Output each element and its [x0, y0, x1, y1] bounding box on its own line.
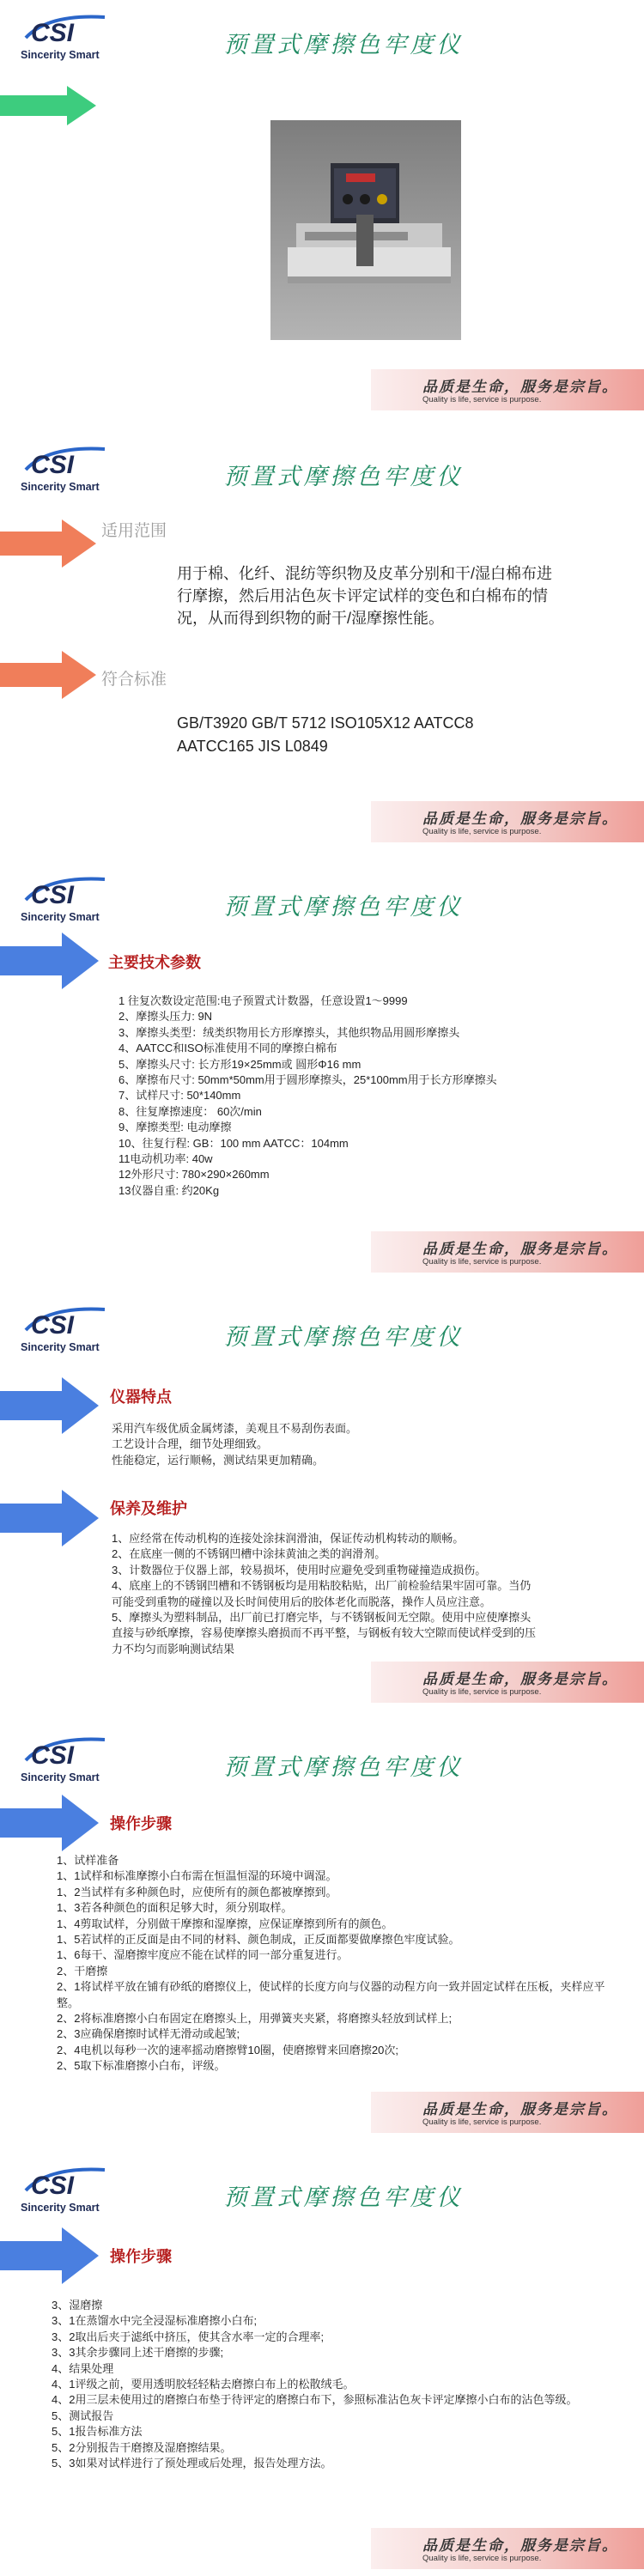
list-item: 10、往复行程: GB：100 mm AATCC：104mm: [118, 1136, 349, 1150]
slide-scope-standards: [0, 432, 644, 849]
list-item: 3、3其余步骤同上述干磨擦的步骤;: [52, 2346, 224, 2360]
list-item: 4、底座上的不锈钢凹槽和不锈钢板均是用粘胶粘贴，出厂前检验结果牢固可靠。当仍可能受到重物的碰撞以及长时间使用后的胶体老化而脱落，操作人员应注意。: [112, 1579, 532, 1608]
company-logo: [21, 1735, 124, 1788]
list-item: 1、2当试样有多种颜色时，应使所有的颜色都被摩擦到。: [57, 1885, 337, 1899]
svg-text:CSI: CSI: [31, 1741, 75, 1770]
list-item: 性能稳定，运行顺畅，测试结果更加精确。: [112, 1453, 325, 1467]
page-title: 预置式摩擦色牢度仪: [223, 464, 464, 490]
list-item: 11电动机功率: 40w: [118, 1152, 213, 1166]
csi-logo-icon: [22, 12, 117, 48]
slogan-subtext: Quality is life, service is purpose.: [422, 827, 542, 836]
list-item: 3、湿磨擦: [52, 2299, 103, 2312]
list-item: 2、1将试样平放在铺有砂纸的磨擦仪上，使试样的长度方向与仪器的动程方向一致并固定试样在压板，夹样应平整。: [57, 1980, 605, 2009]
features-heading: 仪器特点: [110, 1388, 172, 1406]
list-item: 3、计数器位于仪器上部，较易损坏，使用时应避免受到重物碰撞造成损伤。: [112, 1563, 487, 1577]
page-title: 预置式摩擦色牢度仪: [223, 32, 464, 58]
list-item: 5、测试报告: [52, 2409, 114, 2422]
list-item: 4、AATCC和ISO标准使用不同的摩擦白棉布: [118, 1042, 337, 1055]
operation-heading: 操作步骤: [110, 2248, 172, 2265]
slide-product-photo: [0, 0, 644, 417]
blue-arrow-icon: [0, 1793, 101, 1853]
company-logo: [21, 12, 124, 65]
svg-text:CSI: CSI: [31, 881, 75, 909]
operation-heading: 操作步骤: [110, 1815, 172, 1832]
list-item: 1、应经常在传动机构的连接处涂抹润滑油，保证传动机构转动的顺畅。: [112, 1532, 465, 1545]
svg-text:CSI: CSI: [31, 1311, 75, 1340]
list-item: 2、5取下标准磨擦小白布，评级。: [57, 2059, 226, 2073]
slogan-text: 品质是生命，服务是宗旨。: [422, 1241, 618, 1258]
list-item: 1、5若试样的正反面是由不同的材料、颜色制成，正反面都要做摩擦色牢度试验。: [57, 1933, 460, 1947]
svg-text:CSI: CSI: [31, 2172, 75, 2200]
list-item: 6、摩擦布尺寸: 50mm*50mm用于圆形摩擦头，25*100mm用于长方形摩擦头: [118, 1073, 497, 1087]
list-item: 1、试样准备: [57, 1854, 119, 1867]
footer-slogan-bar: [371, 369, 644, 410]
csi-logo-icon: [22, 2165, 117, 2201]
blue-arrow-icon: [0, 1376, 101, 1436]
operation-steps-list: [57, 1853, 606, 2075]
list-item: 3、摩擦头类型：绒类织物用长方形摩擦头，其他织物品用圆形摩擦头: [118, 1025, 460, 1039]
blue-arrow-icon: [0, 2226, 101, 2286]
list-item: 2、2将标准磨擦小白布固定在磨擦头上，用弹簧夹夹紧，将磨擦头轻放到试样上;: [57, 2012, 453, 2026]
slogan-subtext: Quality is life, service is purpose.: [422, 395, 542, 404]
list-item: 5、摩擦头为塑料制品，出厂前已打磨完毕，与不锈钢板间无空隙。使用中应使摩擦头直接与砂纸摩擦，容易使摩擦头磨损而不再平整，与钢板有较大空隙而使试样受到的压力不均匀而影响测试结果: [112, 1611, 537, 1656]
csi-logo-icon: [22, 1304, 117, 1340]
orange-arrow-icon: [0, 518, 99, 569]
brand-name: Sincerity Smart: [21, 1771, 100, 1783]
svg-text:CSI: CSI: [31, 19, 75, 47]
list-item: 采用汽车级优质金属烤漆，美观且不易刮伤表面。: [112, 1422, 358, 1435]
page-title: 预置式摩擦色牢度仪: [223, 894, 464, 920]
page-title: 预置式摩擦色牢度仪: [223, 1324, 464, 1351]
csi-logo-icon: [22, 444, 117, 480]
brand-name: Sincerity Smart: [21, 2202, 100, 2214]
list-item: 1、1试样和标准摩擦小白布需在恒温恒湿的环境中调湿。: [57, 1869, 337, 1883]
orange-arrow-icon: [0, 649, 99, 701]
footer-slogan-bar: [371, 1662, 644, 1703]
company-logo: [21, 2165, 124, 2218]
list-item: 12外形尺寸: 780×290×260mm: [118, 1168, 270, 1182]
csi-logo-icon: [22, 1735, 117, 1771]
maintenance-list: [112, 1531, 541, 1657]
list-item: 4、1评级之前，要用透明胶轻轻粘去磨擦白布上的松散绒毛。: [52, 2378, 355, 2391]
list-item: 2、在底座一侧的不锈钢凹槽中涂抹黄油之类的润滑剂。: [112, 1547, 386, 1561]
list-item: 7、试样尺寸: 50*140mm: [118, 1089, 241, 1103]
operation-steps-list: [52, 2298, 618, 2471]
green-arrow-icon: [0, 84, 99, 127]
list-item: 5、1报告标准方法: [52, 2425, 143, 2439]
tech-params-heading: 主要技术参数: [108, 954, 201, 971]
scope-text: 用于棉、化纤、混纺等织物及皮革分别和干/湿白棉布进行摩擦，然后用沾色灰卡评定试样的变色和白棉布的情况，从而得到织物的耐干/湿摩擦性能。: [177, 565, 552, 627]
blue-arrow-icon: [0, 1488, 101, 1548]
slogan-text: 品质是生命，服务是宗旨。: [422, 1671, 618, 1688]
blue-arrow-icon: [0, 931, 101, 991]
list-item: 3、1在蒸馏水中完全浸湿标准磨擦小白布;: [52, 2314, 258, 2328]
slogan-subtext: Quality is life, service is purpose.: [422, 2554, 542, 2563]
page-title: 预置式摩擦色牢度仪: [223, 2184, 464, 2211]
brand-name: Sincerity Smart: [21, 911, 100, 923]
list-item: 2、摩擦头压力: 9N: [118, 1010, 213, 1024]
list-item: 9、摩擦类型: 电动摩擦: [118, 1121, 232, 1134]
slide-features-maintenance: [0, 1292, 644, 1710]
list-item: 工艺设计合理，细节处理细致。: [112, 1437, 269, 1451]
list-item: 3、2取出后夹于滤纸中挤压，使其含水率一定的合理率;: [52, 2330, 325, 2343]
list-item: 1、4剪取试样，分别做干摩擦和湿摩擦，应保证摩擦到所有的颜色。: [57, 1917, 393, 1930]
brand-name: Sincerity Smart: [21, 49, 100, 61]
company-logo: [21, 874, 124, 927]
list-item: 5、3如果对试样进行了预处理或后处理，报告处理方法。: [52, 2457, 332, 2470]
footer-slogan-bar: [371, 2528, 644, 2569]
list-item: 5、2分别报告干磨擦及湿磨擦结果。: [52, 2440, 232, 2454]
list-item: 2、3应确保磨擦时试样无滑动或起皱;: [57, 2027, 240, 2041]
standard-label: 符合标准: [101, 671, 167, 689]
slogan-text: 品质是生命，服务是宗旨。: [422, 811, 618, 828]
slogan-subtext: Quality is life, service is purpose.: [422, 1687, 542, 1697]
list-item: 4、结果处理: [52, 2361, 114, 2375]
footer-slogan-bar: [371, 801, 644, 842]
company-logo: [21, 444, 124, 497]
list-item: 5、摩擦头尺寸: 长方形19×25mm或 圆形Φ16 mm: [118, 1057, 361, 1071]
slogan-subtext: Quality is life, service is purpose.: [422, 2117, 542, 2127]
csi-logo-icon: [22, 874, 117, 910]
list-item: 2、干磨擦: [57, 1964, 108, 1978]
standard-line-1: GB/T3920 GB/T 5712 ISO105X12 AATCC8: [177, 714, 474, 732]
slide-operation-steps-1: [0, 1722, 644, 2140]
footer-slogan-bar: [371, 1231, 644, 1273]
list-item: 4、2用三层未使用过的磨擦白布垫于待评定的磨擦白布下，参照标准沾色灰卡评定摩擦小白布的沾色等级。: [52, 2393, 578, 2407]
list-item: 8、往复摩擦速度： 60次/min: [118, 1104, 262, 1118]
footer-slogan-bar: [371, 2092, 644, 2133]
brand-name: Sincerity Smart: [21, 481, 100, 493]
list-item: 1 往复次数设定范围:电子预置式计数器，任意设置1～9999: [118, 994, 408, 1007]
maintenance-heading: 保养及维护: [110, 1500, 187, 1517]
list-item: 1、3若各种颜色的面积足够大时，须分别取样。: [57, 1901, 293, 1915]
list-item: 1、6每干、湿磨擦牢度应不能在试样的同一部分重复进行。: [57, 1948, 349, 1962]
company-logo: [21, 1304, 124, 1358]
slide-operation-steps-2: [0, 2153, 644, 2576]
slide-tech-params: [0, 862, 644, 1279]
slogan-text: 品质是生命，服务是宗旨。: [422, 379, 618, 396]
slogan-text: 品质是生命，服务是宗旨。: [422, 2537, 618, 2555]
scope-label: 适用范围: [101, 522, 167, 540]
features-list: [112, 1421, 592, 1468]
svg-text:CSI: CSI: [31, 451, 75, 479]
standard-line-2: AATCC165 JIS L0849: [177, 738, 328, 755]
list-item: 13仪器自重: 约20Kg: [118, 1183, 220, 1197]
list-item: 2、4电机以每秒一次的速率摇动磨擦臂10圈，使磨擦臂来回磨擦20次;: [57, 2043, 398, 2057]
page-title: 预置式摩擦色牢度仪: [223, 1754, 464, 1781]
product-photo: [270, 120, 461, 340]
brand-name: Sincerity Smart: [21, 1341, 100, 1353]
slogan-subtext: Quality is life, service is purpose.: [422, 1257, 542, 1267]
slogan-text: 品质是生命，服务是宗旨。: [422, 2101, 618, 2118]
tech-params-list: [118, 993, 565, 1199]
